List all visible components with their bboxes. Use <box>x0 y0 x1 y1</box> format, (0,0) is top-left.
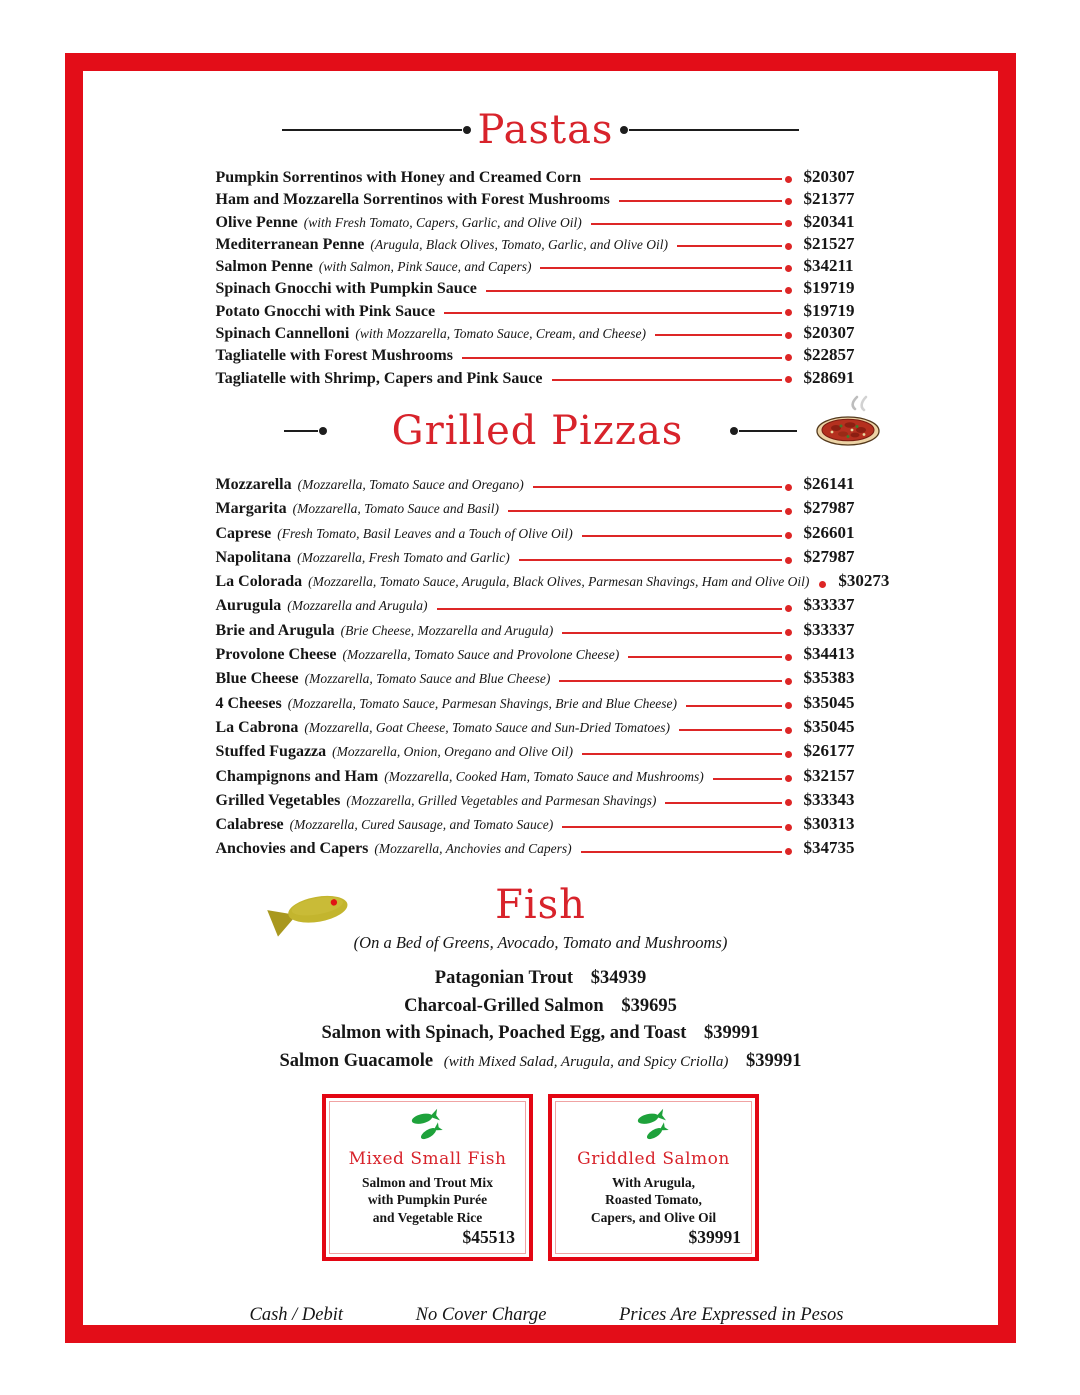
item-price: $27987 <box>803 546 855 566</box>
item-name: Spinach Cannelloni <box>215 325 350 343</box>
special-boxes <box>216 1094 866 1261</box>
item-description: (Mozzarella, Tomato Sauce and Oregano) <box>297 476 524 492</box>
item-price: $22857 <box>803 345 855 365</box>
menu-item-row <box>216 323 866 345</box>
item-description: (Arugula, Black Olives, Tomato, Garlic, and Olive Oil) <box>370 236 668 252</box>
item-name: Tagliatelle with Forest Mushrooms <box>215 347 453 365</box>
item-description: (Mozzarella, Tomato Sauce and Provolone Cheese) <box>342 647 620 663</box>
item-price: $33343 <box>803 789 855 809</box>
item-price: $30273 <box>838 571 890 591</box>
section-fish <box>216 877 866 1077</box>
item-price: $39695 <box>621 995 677 1016</box>
item-name: Napolitana <box>215 548 292 566</box>
item-price: $26601 <box>803 522 855 542</box>
menu-item-row <box>216 766 866 790</box>
leader-line <box>540 264 791 273</box>
footer-cover-charge: No Cover Charge <box>415 1304 547 1325</box>
item-name: Caprese <box>215 524 272 542</box>
fish-icon <box>262 883 354 946</box>
fish-item-list <box>216 965 866 1077</box>
special-box-title: Griddled Salmon <box>577 1148 730 1169</box>
leader-line <box>677 242 792 251</box>
item-name: Grilled Vegetables <box>215 791 341 809</box>
menu-item-row <box>216 474 866 498</box>
item-description: (Mozzarella, Tomato Sauce, Arugula, Black Olives, Parmesan Shavings, Ham and Olive Oil) <box>308 574 810 590</box>
menu-item-row <box>216 547 866 571</box>
item-name: La Colorada <box>215 573 303 591</box>
item-price: $19719 <box>803 278 855 298</box>
pastas-title: Pastas <box>477 107 614 153</box>
footer-notes <box>216 1305 866 1326</box>
item-price: $33337 <box>803 619 855 639</box>
fish-subtitle: (On a Bed of Greens, Avocado, Tomato and Mushrooms) <box>353 932 728 952</box>
item-description: (with Salmon, Pink Sauce, and Capers) <box>318 259 532 275</box>
menu-item-row <box>216 620 866 644</box>
menu-item-row <box>216 301 866 323</box>
menu-item-row <box>216 595 866 619</box>
item-price: $34939 <box>590 967 647 988</box>
item-price: $20307 <box>803 167 855 186</box>
special-box-line: and Vegetable Rice <box>372 1209 483 1225</box>
pastas-item-list <box>216 167 866 390</box>
item-price: $35383 <box>803 668 855 688</box>
menu-item-row <box>216 234 866 256</box>
menu-content <box>215 71 890 1326</box>
menu-item-row <box>216 167 866 189</box>
leader-line <box>628 653 791 662</box>
special-box-lines <box>330 1174 525 1227</box>
special-box-line: Salmon and Trout Mix <box>362 1174 493 1190</box>
section-pastas <box>216 99 866 390</box>
item-name: Patagonian Trout <box>434 967 574 988</box>
item-description: (Mozzarella, Tomato Sauce and Blue Cheese) <box>304 671 551 687</box>
item-name: Ham and Mozzarella Sorrentinos with Forest Mushrooms <box>215 191 610 209</box>
fish-item-row <box>216 965 866 993</box>
footer-payment: Cash / Debit <box>249 1304 344 1325</box>
leader-line <box>655 331 792 340</box>
item-name: Mediterranean Penne <box>215 235 365 253</box>
leader-line <box>552 375 792 384</box>
menu-item-row <box>215 571 890 595</box>
item-price: $20307 <box>803 323 855 343</box>
item-name: Aurugula <box>215 597 282 615</box>
pizzas-header <box>216 400 866 462</box>
leader-line <box>444 308 791 317</box>
leader-line <box>713 774 792 783</box>
item-description: (Mozzarella, Tomato Sauce, Parmesan Shavings, Brie and Blue Cheese) <box>287 695 678 711</box>
pizzas-item-list <box>215 473 890 863</box>
leader-line <box>559 677 791 686</box>
menu-border-frame <box>65 53 1016 1343</box>
item-description: (with Fresh Tomato, Capers, Garlic, and Olive Oil) <box>303 214 582 230</box>
pizza-icon <box>810 392 888 457</box>
item-price: $33337 <box>803 595 855 615</box>
item-name: Stuffed Fugazza <box>215 743 327 761</box>
menu-item-row <box>216 345 866 367</box>
small-fish-icon <box>405 1129 451 1146</box>
item-name: Anchovies and Capers <box>215 840 369 858</box>
special-box-line: with Pumpkin Purée <box>367 1192 488 1208</box>
item-name: Salmon Penne <box>215 258 313 276</box>
leader-line <box>665 798 791 807</box>
item-description: (Mozzarella, Cooked Ham, Tomato Sauce and Mushrooms) <box>384 768 704 784</box>
item-name: Provolone Cheese <box>215 646 337 664</box>
leader-line <box>437 604 792 613</box>
fish-title: Fish <box>495 881 586 928</box>
special-box-line: With Arugula, <box>611 1174 696 1190</box>
item-name: Brie and Arugula <box>215 621 335 639</box>
menu-item-row <box>216 668 866 692</box>
pastas-header <box>216 99 866 161</box>
item-name: Tagliatelle with Shrimp, Capers and Pink Sauce <box>215 369 543 387</box>
fish-item-row <box>216 993 866 1021</box>
menu-item-row <box>216 523 866 547</box>
special-box-line: Roasted Tomato, <box>605 1192 702 1208</box>
menu-item-row <box>216 717 866 741</box>
item-name: La Cabrona <box>215 718 299 736</box>
special-box-line: Capers, and Olive Oil <box>590 1209 717 1225</box>
leader-line <box>591 219 792 228</box>
footer-currency-note: Prices Are Expressed in Pesos <box>619 1304 844 1325</box>
item-price: $20341 <box>803 211 855 231</box>
leader-line <box>508 507 792 516</box>
item-price: $27987 <box>803 498 855 518</box>
leader-line <box>582 531 792 540</box>
special-box-title: Mixed Small Fish <box>348 1148 507 1169</box>
item-name: Champignons and Ham <box>215 767 379 785</box>
special-box-price: $39991 <box>688 1226 741 1247</box>
menu-item-row <box>216 256 866 278</box>
header-rule-left <box>284 430 318 432</box>
menu-item-row <box>216 814 866 838</box>
item-description: (Mozzarella, Fresh Tomato and Garlic) <box>297 549 510 565</box>
item-name: Salmon Guacamole <box>279 1051 434 1072</box>
menu-item-row <box>216 212 866 234</box>
item-price: $26177 <box>803 741 855 761</box>
item-name: Salmon with Spinach, Poached Egg, and Toast <box>321 1023 687 1044</box>
item-price: $30313 <box>803 814 855 834</box>
leader-line <box>582 750 791 759</box>
item-price: $34413 <box>803 644 855 664</box>
special-box-inner <box>329 1101 526 1254</box>
item-price: $26141 <box>803 473 855 493</box>
item-price: $39991 <box>746 1051 802 1072</box>
item-description: (Brie Cheese, Mozzarella and Arugula) <box>340 622 554 638</box>
item-description: (Fresh Tomato, Basil Leaves and a Touch of Olive Oil) <box>277 525 573 541</box>
item-name: Potato Gnocchi with Pink Sauce <box>215 302 436 320</box>
fish-header <box>216 877 866 933</box>
fish-item-row <box>216 1020 866 1048</box>
menu-item-row <box>216 838 866 862</box>
item-description: (Mozzarella, Grilled Vegetables and Parmesan Shavings) <box>346 792 657 808</box>
menu-item-row <box>216 368 866 390</box>
item-name: Margarita <box>215 500 287 518</box>
menu-item-row <box>216 693 866 717</box>
pizzas-title: Grilled Pizzas <box>391 407 684 454</box>
item-price: $39991 <box>704 1023 760 1044</box>
leader-line <box>686 701 791 710</box>
item-description: (with Mixed Salad, Arugula, and Spicy Criolla) <box>443 1054 729 1071</box>
small-fish-icon <box>631 1129 677 1146</box>
header-rule-left <box>282 129 462 131</box>
leader-line <box>533 483 792 492</box>
item-price: $21377 <box>803 189 855 209</box>
menu-item-row <box>216 644 866 668</box>
item-price: $34211 <box>803 256 854 276</box>
menu-item-row <box>216 498 866 522</box>
item-price: $21527 <box>803 233 855 253</box>
special-box-price: $45513 <box>462 1226 515 1247</box>
item-price: $35045 <box>803 692 855 712</box>
leader-line <box>562 823 791 832</box>
item-price: $35045 <box>803 716 855 736</box>
fish-item-row <box>216 1048 866 1077</box>
item-name: Spinach Gnocchi with Pumpkin Sauce <box>215 280 477 298</box>
leader-line <box>519 556 792 565</box>
item-name: Calabrese <box>215 816 284 834</box>
leader-line <box>679 726 792 735</box>
special-box-inner <box>555 1101 752 1254</box>
item-name: Mozzarella <box>215 475 292 493</box>
item-description: (Mozzarella, Anchovies and Capers) <box>374 841 572 857</box>
leader-line <box>562 628 791 637</box>
header-rule-right <box>739 430 797 432</box>
item-description: (Mozzarella, Onion, Oregano and Olive Oil) <box>332 744 574 760</box>
leader-line <box>590 175 791 184</box>
item-price: $28691 <box>803 367 855 387</box>
menu-item-row <box>216 189 866 211</box>
item-description: (Mozzarella, Tomato Sauce and Basil) <box>292 501 499 517</box>
item-price: $32157 <box>803 765 855 785</box>
leader-line <box>581 847 792 856</box>
item-description: (Mozzarella and Arugula) <box>287 598 428 614</box>
item-name: Charcoal-Grilled Salmon <box>404 995 604 1016</box>
header-rule-right <box>629 129 799 131</box>
leader-line <box>818 580 826 589</box>
leader-line <box>462 353 792 362</box>
special-box-lines <box>556 1174 751 1227</box>
item-name: 4 Cheeses <box>215 694 282 712</box>
item-name: Olive Penne <box>215 213 298 231</box>
leader-line <box>619 197 792 206</box>
section-grilled-pizzas <box>215 400 890 863</box>
item-description: (with Mozzarella, Tomato Sauce, Cream, and Cheese) <box>355 326 646 342</box>
menu-item-row <box>216 790 866 814</box>
item-price: $34735 <box>803 838 855 858</box>
item-description: (Mozzarella, Goat Cheese, Tomato Sauce and Sun-Dried Tomatoes) <box>304 719 670 735</box>
menu-item-row <box>216 741 866 765</box>
item-name: Pumpkin Sorrentinos with Honey and Creamed Corn <box>215 169 582 186</box>
item-name: Blue Cheese <box>215 670 299 688</box>
item-description: (Mozzarella, Cured Sausage, and Tomato Sauce) <box>289 817 554 833</box>
special-box <box>322 1094 533 1261</box>
menu-item-row <box>216 278 866 300</box>
special-box <box>548 1094 759 1261</box>
item-price: $19719 <box>803 300 855 320</box>
leader-line <box>486 286 792 295</box>
